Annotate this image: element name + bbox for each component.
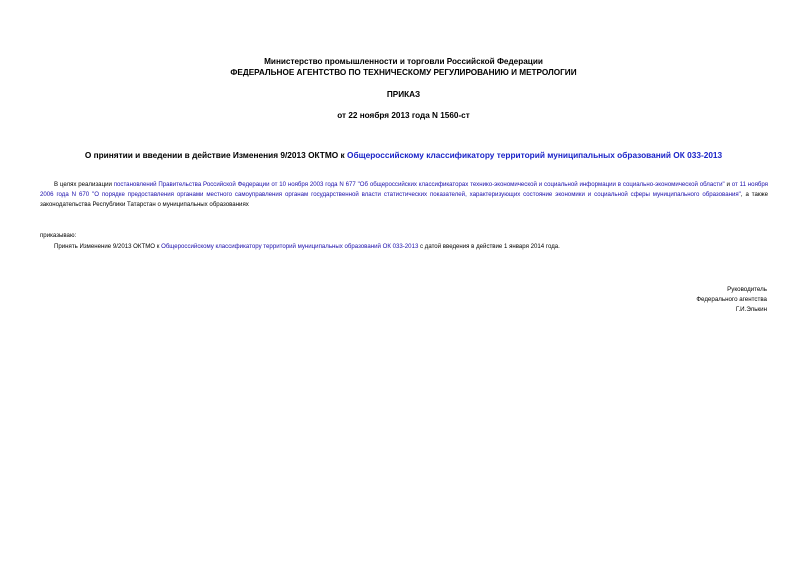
preamble-link-resolution-677[interactable]: постановлений Правительства Российской Федерации от 10 ноября 2003 года N 677 "Об общероссийских классификаторах технико-экономической и социальной информации в социально-экономической области" [113, 181, 725, 188]
order-text-1: Принять Изменение 9/2013 ОКТМО к [54, 243, 162, 250]
order-paragraph [40, 242, 768, 252]
title-link-classifier[interactable]: Общероссийскому классификатору территорий муниципальных образований ОК 033-2013 [347, 150, 723, 160]
preamble-text-3: , а также законодательства Республики Татарстан о муниципальных образованиях [40, 191, 768, 209]
preamble-text-1: В целях реализации [54, 181, 114, 188]
order-link-classifier[interactable]: Общероссийскому классификатору территорий муниципальных образований ОК 033-2013 [161, 243, 419, 250]
ministry-name: Министерство промышленности и торговли Российской Федерации [264, 57, 543, 66]
preamble-link-resolution-670[interactable]: от 11 ноября 2006 года N 670 "О порядке предоставления органами местного самоуправления органам государственной власти статистических показателей, характеризующих состояние экономики и социальной сферы муниципального образования" [40, 181, 768, 199]
agency-name: ФЕДЕРАЛЬНОЕ АГЕНТСТВО ПО ТЕХНИЧЕСКОМУ РЕГУЛИРОВАНИЮ И МЕТРОЛОГИИ [230, 68, 577, 77]
signature-title: Руководитель [727, 286, 767, 293]
preamble-text-2: и [724, 181, 732, 188]
preamble-paragraph [40, 180, 768, 211]
signature-name: Г.И.Элькин [735, 306, 767, 313]
title-prefix: О принятии и введении в действие Изменения 9/2013 ОКТМО к [84, 150, 347, 160]
signature-agency: Федерального агентства [696, 296, 767, 303]
document-type: ПРИКАЗ [386, 90, 421, 99]
document-date-number: от 22 ноября 2013 года N 1560-ст [337, 111, 470, 120]
order-label: приказываю: [40, 232, 77, 239]
document-title [40, 150, 767, 160]
order-text-2: с датой введения в действие 1 января 2014 года. [418, 243, 560, 250]
